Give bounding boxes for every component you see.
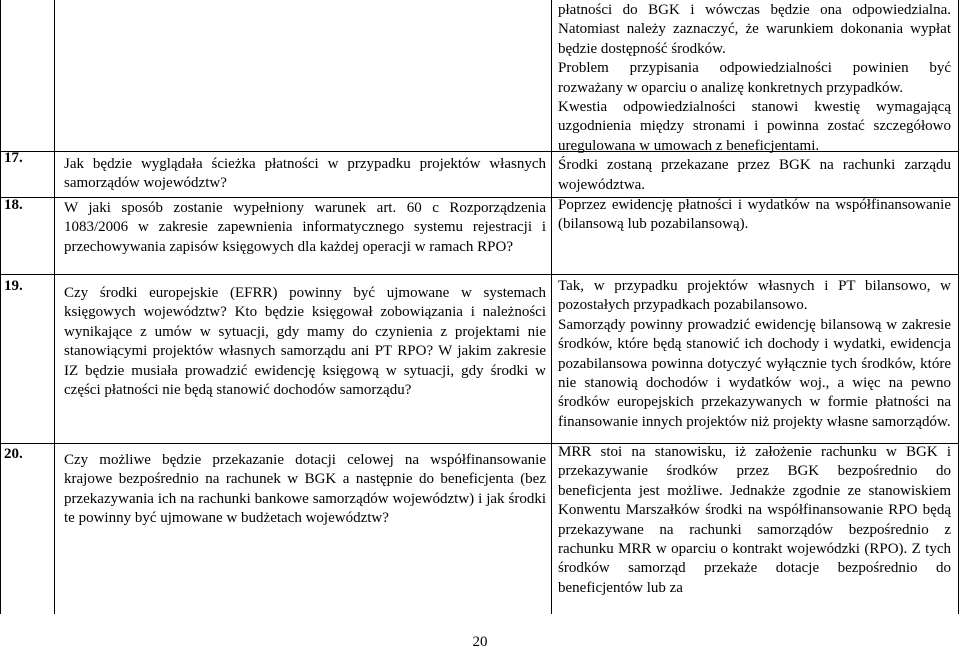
answer-text bbox=[558, 1, 951, 195]
answer-text bbox=[558, 196, 951, 235]
page-number: 20 bbox=[472, 634, 488, 650]
question-text: W jaki sposób zostanie wypełniony warunek art. 60 c Rozporządzenia 1083/2006 w zakresie zapewnienia informatycznego systemu rejestracji i przechowywania zapisów księgowych dla każdej operacji w ramach RPO? bbox=[64, 200, 546, 255]
answer-paragraph: Samorządy powinny prowadzić ewidencję bilansową w zakresie środków, które będą stanowić ich dochody i wydatki, ewidencja pozabilansowa powinna dotyczyć wyłącznie tych środków, które nie stanowią dochodów i wydatków woj., a więc na pewno środków europejskich przekazywanych w formie płatności na finansowanie innych projektów niż projekty własne samorządów. bbox=[558, 316, 951, 430]
answer-text bbox=[558, 443, 951, 598]
answer-paragraph: Środki zostaną przekazane przez BGK na rachunki zarządu województwa. bbox=[558, 157, 951, 193]
answer-text bbox=[558, 277, 951, 432]
answer-paragraph: płatności do BGK i wówczas będzie ona odpowiedzialna. Natomiast należy zaznaczyć, że warunkiem dokonania wypłat będzie dostępność środków. bbox=[558, 2, 951, 57]
answer-paragraph: MRR stoi na stanowisku, iż założenie rachunku w BGK i przekazywanie środków przez BGK bezpośrednio do beneficjenta jest możliwe. Jednakże zgodnie ze stanowiskiem Konwentu Marszałków środki na współfinansowanie RPO będą przekazywane na rachunki samorządów bezpośrednio z rachunku MRR w oparciu o kontrakt wojewódzki (RPO). Z tych środków samorząd przekaże dotacje bezpośrednio do beneficjentów lub za bbox=[558, 444, 951, 596]
table-divider-number bbox=[54, 0, 55, 614]
question-text: Czy możliwe będzie przekazanie dotacji celowej na współfinansowanie krajowe bezpośrednio na rachunek w BGK a następnie do beneficjenta (bez przekazywania ich na rachunki bankowe samorządów województw) i jak środki te powinny być ujmowane w budżetach województw? bbox=[64, 452, 546, 527]
answer-paragraph: Problem przypisania odpowiedzialności powinien być rozważany w oparciu o analizę konkretnych przypadków. bbox=[558, 60, 951, 96]
row-number: 17. bbox=[4, 150, 23, 166]
row-number: 19. bbox=[4, 278, 23, 294]
row-separator-19 bbox=[0, 274, 958, 275]
table-border-right bbox=[958, 0, 959, 614]
row-number: 18. bbox=[4, 197, 23, 213]
question-text: Czy środki europejskie (EFRR) powinny być ujmowane w systemach księgowych województw? Kto będzie księgował zobowiązania i należności wynikające z umów w sytuacji, gdy mamy do czynienia z projektami nie stanowiącymi projektów własnych samorządu ani PT RPO? W jakim zakresie IZ będzie musiała prowadzić ewidencję księgową w sytuacji, gdy środki w części płatności nie będą stanowić dochodów samorządu? bbox=[64, 285, 546, 399]
answer-paragraph: Poprzez ewidencję płatności i wydatków na współfinansowanie (bilansową lub pozabilansową). bbox=[558, 197, 951, 233]
row-number: 20. bbox=[4, 446, 23, 462]
table-border-left bbox=[0, 0, 1, 614]
answer-paragraph: Kwestia odpowiedzialności stanowi kwestię wymagającą uzgodnienia między stronami i powinna zostać szczegółowo uregulowana w umowach z beneficjentami. bbox=[558, 99, 951, 154]
answer-paragraph: Tak, w przypadku projektów własnych i PT bilansowo, w pozostałych przypadkach pozabilansowo. bbox=[558, 278, 951, 314]
question-text: Jak będzie wyglądała ścieżka płatności w przypadku projektów własnych samorządów województw? bbox=[64, 156, 546, 192]
table-divider-answer bbox=[551, 0, 552, 614]
